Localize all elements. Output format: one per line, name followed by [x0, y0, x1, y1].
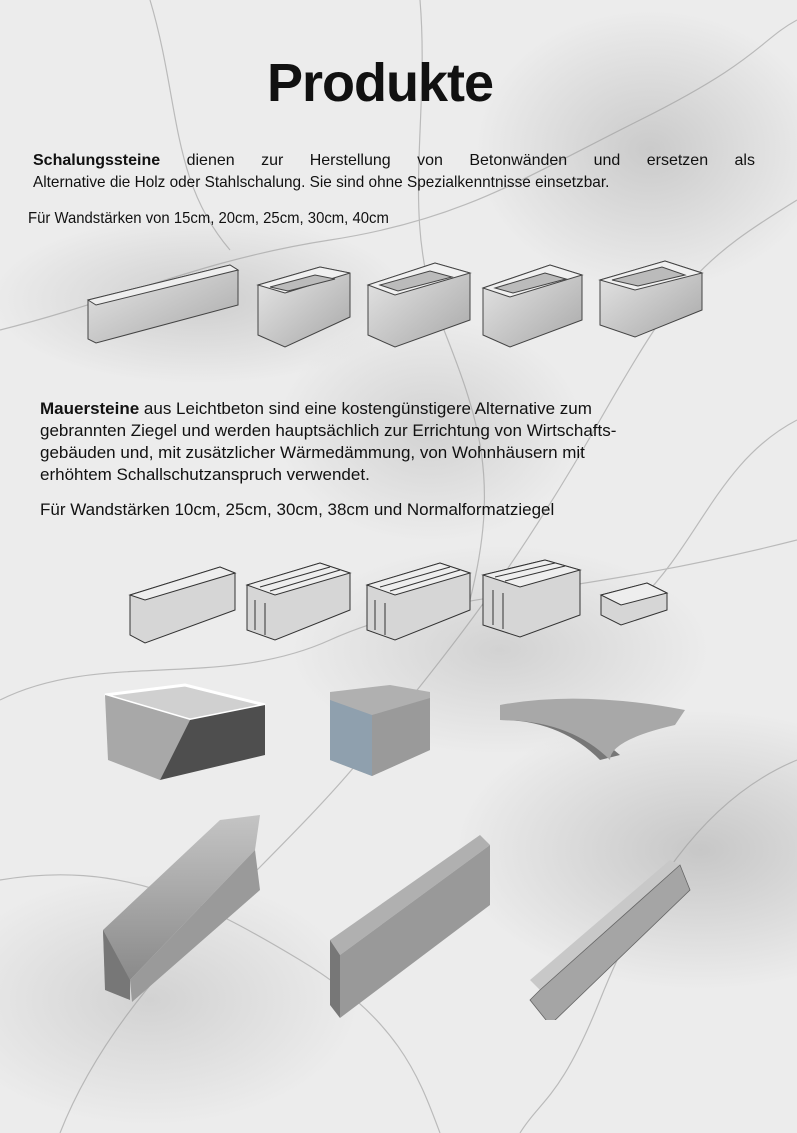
schalungssteine-sizes: Für Wandstärken von 15cm, 20cm, 25cm, 30cm, 40cm	[28, 210, 389, 227]
text-line: Alternative die Holz oder Stahlschalung. Sie sind ohne Spezialkenntnisse einsetzbar.	[33, 174, 610, 191]
mauersteine-description	[40, 398, 616, 486]
text-line: gebrannten Ziegel und werden hauptsächlich zur Errichtung von Wirtschafts-	[40, 421, 617, 440]
curbstone-images	[100, 680, 700, 1020]
normal-format-brick	[601, 583, 667, 625]
text-line: aus Leichtbeton sind eine kostengünstigere Alternative zum	[139, 399, 592, 418]
masonry-block-30cm	[367, 563, 470, 640]
schalungssteine-images	[80, 255, 720, 355]
mauersteine-sizes: Für Wandstärken 10cm, 25cm, 30cm, 38cm und Normalformatziegel	[40, 500, 555, 519]
curved-edging	[500, 699, 685, 760]
medium-curbstone	[330, 835, 490, 1018]
term-mauersteine: Mauersteine	[40, 399, 140, 418]
masonry-block-10cm	[130, 567, 235, 643]
masonry-block-38cm	[483, 560, 580, 637]
masonry-block-25cm	[247, 563, 350, 640]
schalungssteine-description	[33, 150, 755, 194]
page-title: Produkte	[266, 53, 494, 113]
formwork-block-40cm	[600, 261, 702, 337]
formwork-block-30cm	[483, 265, 582, 347]
formwork-block-15cm	[88, 265, 238, 343]
formwork-block-20cm	[258, 267, 350, 347]
slim-edging	[530, 860, 690, 1020]
text-line: erhöhtem Schallschutzanspruch verwendet.	[40, 465, 370, 484]
split-face-wall-cap	[330, 685, 430, 776]
text-line: gebäuden und, mit zusätzlicher Wärmedämmung, von Wohnhäusern mit	[40, 443, 585, 462]
term-schalungssteine: Schalungssteine	[33, 152, 161, 169]
formwork-block-25cm	[368, 263, 470, 347]
mauersteine-images	[125, 555, 675, 650]
split-face-block	[105, 685, 265, 780]
text-line: dienen zur Herstellung von Betonwänden und ersetzen als	[186, 152, 755, 169]
large-curbstone	[103, 815, 260, 1002]
